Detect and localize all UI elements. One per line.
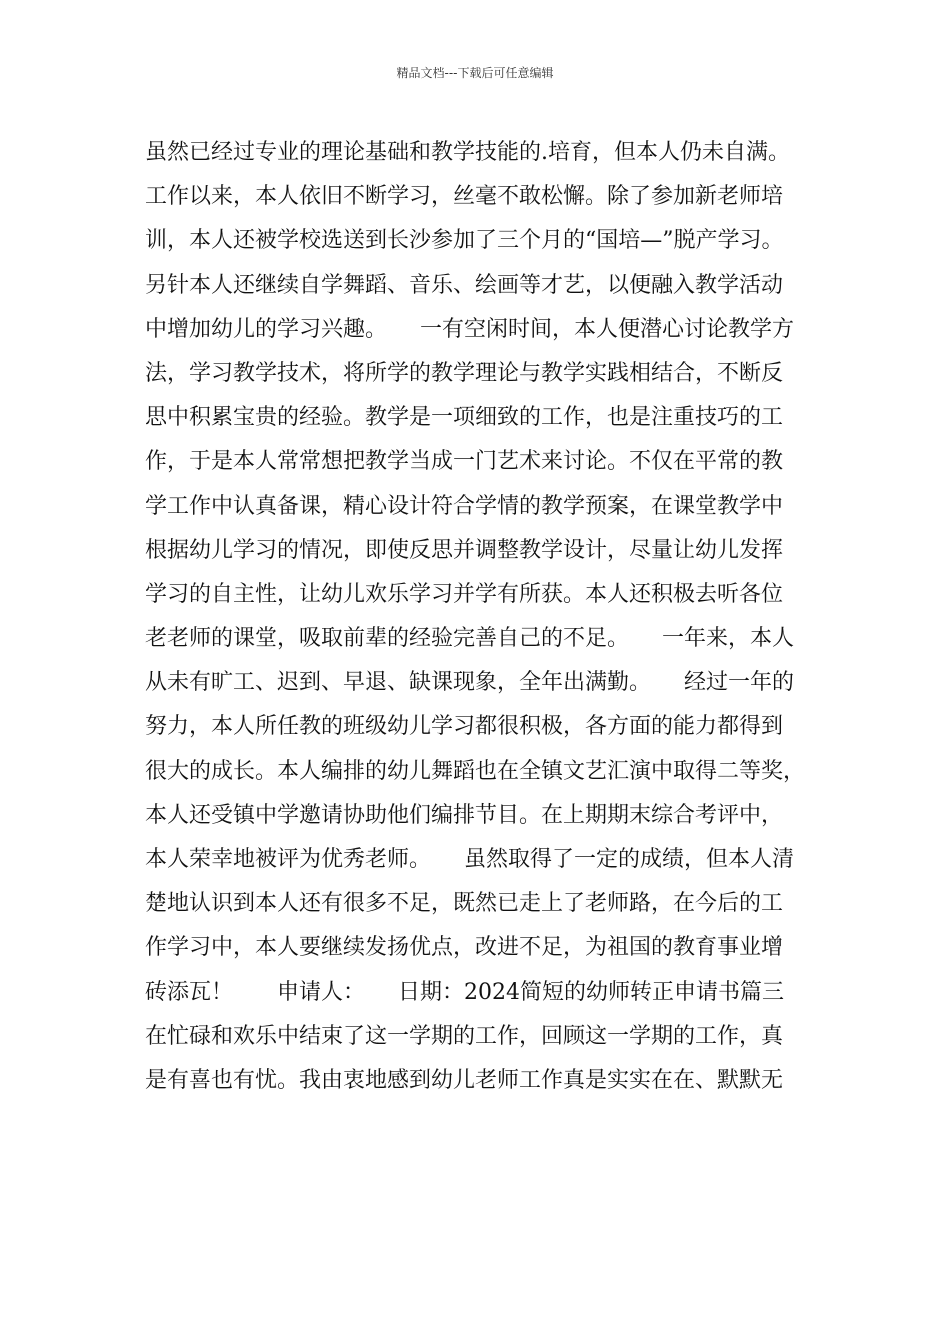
text-line: 根据幼儿学习的情况，即使反思并调整教学设计，尽量让幼儿发挥 xyxy=(145,537,784,563)
text-line: 工作以来，本人依旧不断学习，丝毫不敢松懈。除了参加新老师培 xyxy=(145,184,784,210)
text-line: 很大的成长。本人编排的幼儿舞蹈也在全镇文艺汇演中取得二等奖， xyxy=(145,758,806,784)
text-line: 作学习中，本人要继续发扬优点，改进不足，为祖国的教育事业增 xyxy=(145,935,784,961)
text-line: 训，本人还被学校选送到长沙参加了三个月的“国培—”脱产学习。 xyxy=(145,228,784,254)
text-line: 法，学习教学技术，将所学的教学理论与教学实践相结合，不断反 xyxy=(145,360,784,386)
text-line: 努力，本人所任教的班级幼儿学习都很积极，各方面的能力都得到 xyxy=(145,714,784,740)
text-line: 老老师的课堂，吸取前辈的经验完善自己的不足。 一年来，本人 xyxy=(145,626,795,652)
text-line: 楚地认识到本人还有很多不足，既然已走上了老师路，在今后的工 xyxy=(145,891,784,917)
text-line: 学工作中认真备课，精心设计符合学情的教学预案，在课堂教学中 xyxy=(145,493,784,519)
text-line: 另针本人还继续自学舞蹈、音乐、绘画等才艺，以便融入教学活动 xyxy=(145,272,784,298)
text-line: 是有喜也有忧。我由衷地感到幼儿老师工作真是实实在在、默默无 xyxy=(145,1067,784,1093)
text-line: 从未有旷工、迟到、早退、缺课现象，全年出满勤。 经过一年的 xyxy=(145,670,795,696)
text-line: 作，于是本人常常想把教学当成一门艺术来讨论。不仅在平常的教 xyxy=(145,449,784,475)
body-text xyxy=(145,131,825,1103)
text-line: 本人还受镇中学邀请协助他们编排节目。在上期期末综合考评中， xyxy=(145,802,784,828)
text-line: 学习的自主性，让幼儿欢乐学习并学有所获。本人还积极去听各位 xyxy=(145,581,784,607)
text-line: 砖添瓦！ 申请人： 日期：2024简短的幼师转正申请书篇三 xyxy=(145,979,784,1005)
text-line: 在忙碌和欢乐中结束了这一学期的工作，回顾这一学期的工作，真 xyxy=(145,1023,784,1049)
text-line: 本人荣幸地被评为优秀老师。 虽然取得了一定的成绩，但本人清 xyxy=(145,847,795,872)
page-header: 精品文档---下载后可任意编辑 xyxy=(396,66,554,80)
text-line: 虽然已经过专业的理论基础和教学技能的.培育，但本人仍未自满。 xyxy=(145,140,790,165)
text-line: 思中积累宝贵的经验。教学是一项细致的工作，也是注重技巧的工 xyxy=(145,405,784,431)
text-line: 中增加幼儿的学习兴趣。 一有空闲时间，本人便潜心讨论教学方 xyxy=(145,316,795,342)
